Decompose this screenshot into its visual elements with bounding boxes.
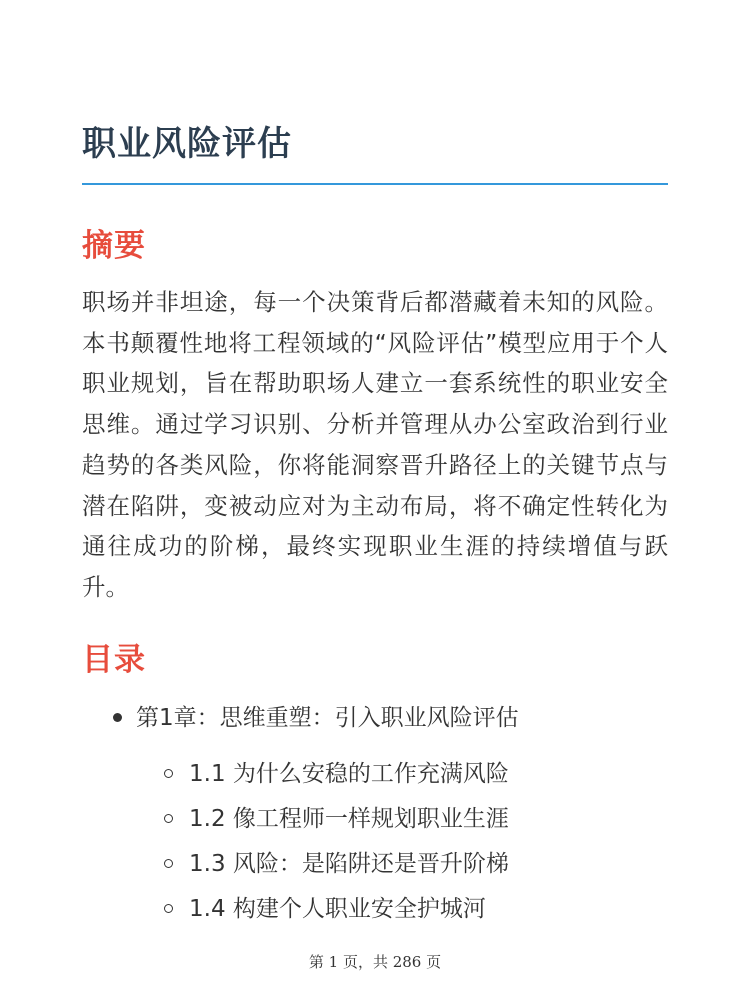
summary-heading: 摘要 [82, 228, 146, 264]
bullet-circle-icon [164, 814, 173, 823]
toc-chapter-1[interactable] [82, 700, 668, 736]
bullet-circle-icon [164, 859, 173, 868]
bullet-circle-icon [164, 904, 173, 913]
toc-section-1-2[interactable] [82, 801, 668, 846]
toc-section-1-4[interactable] [82, 891, 668, 936]
toc-chapter-list [82, 700, 668, 736]
bullet-circle-icon [164, 769, 173, 778]
page-number-footer: 第 1 页，共 286 页 [308, 953, 442, 971]
toc-section-list [82, 756, 668, 936]
toc-chapter-label: 第1章：思维重塑：引入职业风险评估 [136, 705, 519, 731]
toc-section-1-1[interactable] [82, 756, 668, 801]
title-divider [82, 183, 668, 185]
toc-section-label: 1.1 为什么安稳的工作充满风险 [189, 761, 509, 787]
toc-section-1-3[interactable] [82, 846, 668, 891]
document-title: 职业风险评估 [82, 124, 292, 164]
toc-section-label: 1.2 像工程师一样规划职业生涯 [189, 806, 509, 832]
summary-paragraph: 职场并非坦途，每一个决策背后都潜藏着未知的风险。本书颠覆性地将工程领域的“风险评估”模型应用于个人职业规划，旨在帮助职场人建立一套系统性的职业安全思维。通过学习识别、分析并管理从办公室政治到行业趋势的各类风险，你将能洞察晋升路径上的关键节点与潜在陷阱，变被动应对为主动布局，将不确定性转化为通往成功的阶梯，最终实现职业生涯的持续增值与跃升。 [82, 288, 668, 601]
toc-heading: 目录 [82, 642, 146, 678]
toc-section-label: 1.4 构建个人职业安全护城河 [189, 896, 486, 922]
toc-section-label: 1.3 风险：是陷阱还是晋升阶梯 [189, 851, 509, 877]
bullet-disc-icon [113, 713, 122, 722]
